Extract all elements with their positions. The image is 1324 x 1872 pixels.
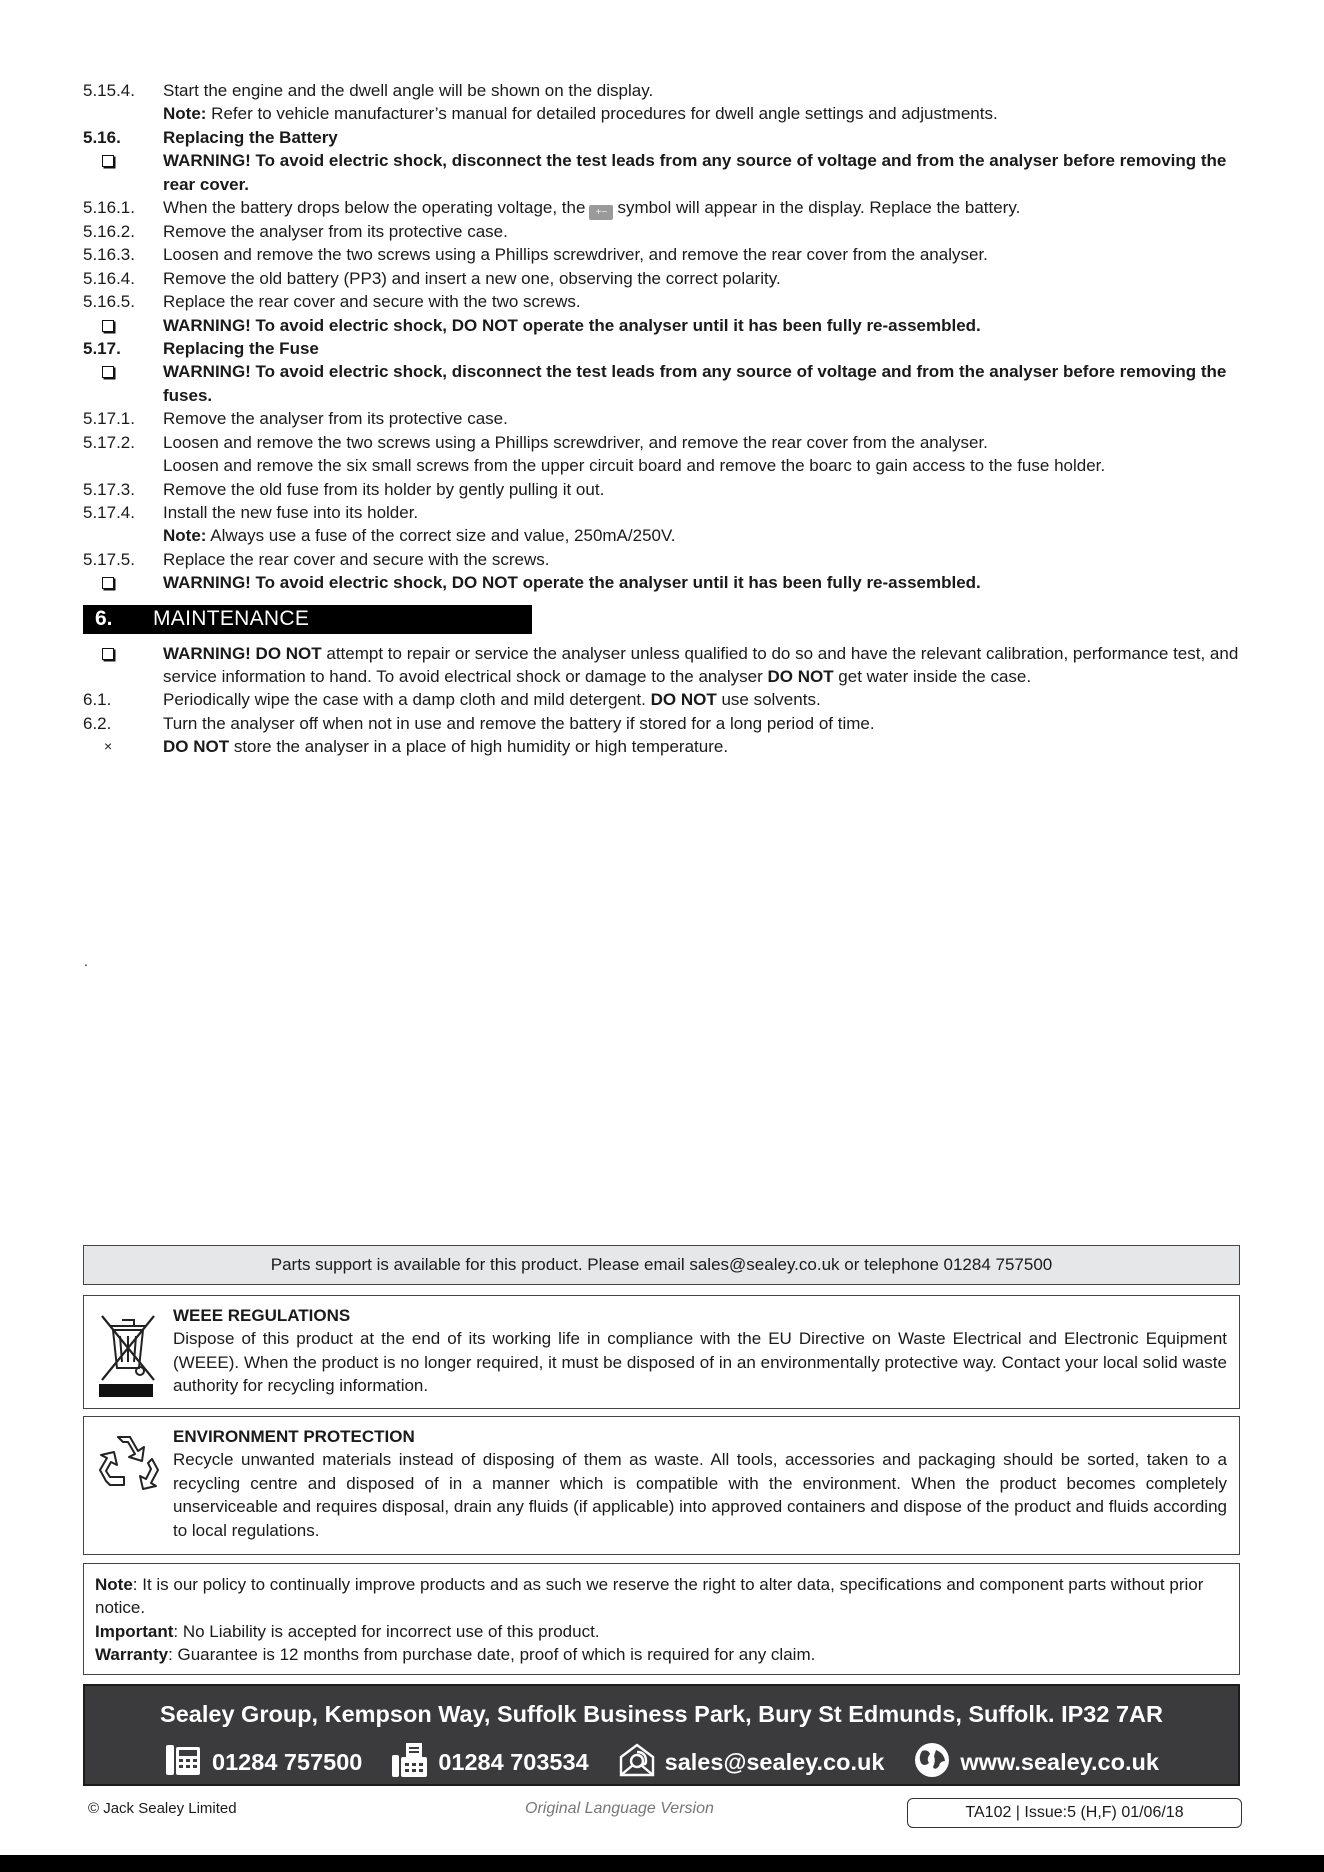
section-number: 5.17. <box>83 339 121 359</box>
globe-icon <box>912 1741 952 1783</box>
phone-number: 01284 757500 <box>212 1748 363 1775</box>
step-6-2 <box>83 712 1243 735</box>
step-number: 5.16.3. <box>83 245 135 265</box>
website-url: www.sealey.co.uk <box>960 1748 1159 1775</box>
step-text: Remove the old battery (PP3) and insert a new one, observing the correct polarity. <box>163 268 781 288</box>
recycle-icon <box>96 1429 162 1501</box>
parts-support-banner: Parts support is available for this product. Please email sales@sealey.co.uk or telephone 01284 757500 <box>83 1245 1240 1285</box>
warning-5-16 <box>83 149 1243 196</box>
step-number: 5.17.4. <box>83 502 135 522</box>
step-6-1 <box>83 688 1243 711</box>
section-title: Replacing the Battery <box>163 127 338 147</box>
warning-emphasis: DO NOT <box>767 666 834 686</box>
section-number: 5.16. <box>83 127 121 147</box>
step-number: 5.17.5. <box>83 549 135 569</box>
note-5-17-4 <box>83 524 1243 547</box>
step-number: 5.16.1. <box>83 198 135 218</box>
note-text: Always use a fuse of the correct size and value, 250mA/250V. <box>206 526 676 546</box>
step-emphasis: DO NOT <box>163 737 230 757</box>
notes-panel <box>83 1563 1240 1675</box>
note-text: Refer to vehicle manufacturer’s manual for detailed procedures for dwell angle settings and adjustments. <box>206 104 998 124</box>
step-text: Replace the rear cover and secure with the two screws. <box>163 292 581 312</box>
step-text: store the analyser in a place of high humidity or high temperature. <box>229 737 729 757</box>
checkbox-bullet-icon <box>102 320 114 332</box>
warning-5-17 <box>83 360 1243 407</box>
step-number: 5.17.3. <box>83 479 135 499</box>
section-title: Replacing the Fuse <box>163 339 319 359</box>
step-5-15-4 <box>83 79 1243 102</box>
step-number: 5.15.4. <box>83 81 135 100</box>
step-number: 6.1. <box>83 690 112 710</box>
contact-row <box>85 1741 1238 1783</box>
maintenance-warning <box>83 642 1243 689</box>
step-text: Loosen and remove the two screws using a Phillips screwdriver, and remove the rear cover from the analyser. <box>163 245 988 265</box>
weee-panel <box>83 1295 1240 1409</box>
copyright: © Jack Sealey Limited <box>88 1800 237 1817</box>
fax-number: 01284 703534 <box>438 1748 589 1775</box>
phone-icon <box>164 1741 204 1783</box>
step-5-17-4 <box>83 501 1243 524</box>
note-5-15-4 <box>83 102 1243 125</box>
step-5-17-3 <box>83 478 1243 501</box>
contact-email <box>617 1741 885 1783</box>
page-bottom-bar <box>0 1855 1324 1872</box>
step-text: Remove the analyser from its protective case. <box>163 409 508 429</box>
section-number: 6. <box>95 607 113 631</box>
step-text-cont: symbol will appear in the display. Replace the battery. <box>617 198 1021 218</box>
note-label: Note: <box>163 526 207 546</box>
warning-text: WARNING! To avoid electric shock, disconnect the test leads from any source of voltage and from the analyser before removing the fuses. <box>163 362 1227 405</box>
company-address-banner <box>83 1684 1240 1786</box>
step-5-17-5 <box>83 548 1243 571</box>
step-text: Turn the analyser off when not in use and remove the battery if stored for a long period of time. <box>163 713 875 733</box>
step-emphasis: DO NOT <box>650 690 717 710</box>
weee-text: Dispose of this product at the end of its working life in compliance with the EU Directive on Waste Electrical and Electronic Equipment (WEEE). When the product is no longer required, it must be disposed of in an environmentally protective way. Contact your local solid waste authority for recycling information. <box>173 1329 1227 1396</box>
checkbox-bullet-icon <box>102 648 114 660</box>
heading-5-16 <box>83 126 1243 149</box>
important-line <box>95 1620 1228 1643</box>
step-5-16-4 <box>83 267 1243 290</box>
step-number: 5.17.1. <box>83 409 135 429</box>
email-address: sales@sealey.co.uk <box>664 1748 885 1775</box>
checkbox-bullet-icon <box>102 366 114 378</box>
step-5-16-3 <box>83 243 1243 266</box>
step-number: 5.16.2. <box>83 222 135 242</box>
crossed-bin-icon <box>96 1308 160 1404</box>
warning-text: WARNING! To avoid electric shock, DO NOT operate the analyser until it has been fully re-assembled. <box>163 315 981 335</box>
checkbox-bullet-icon <box>102 577 114 589</box>
warning-label: WARNING! DO NOT <box>163 643 322 663</box>
company-address: Sealey Group, Kempson Way, Suffolk Business Park, Bury St Edmunds, Suffolk. IP32 7AR <box>160 1701 1163 1727</box>
fax-icon <box>390 1741 430 1783</box>
heading-5-17 <box>83 337 1243 360</box>
email-icon <box>617 1741 657 1783</box>
step-number: 5.16.5. <box>83 292 135 312</box>
warranty-line <box>95 1643 1228 1666</box>
environment-text: Recycle unwanted materials instead of disposing of them as waste. All tools, accessories and packaging should be sorted, taken to a recycling centre and disposed of in a manner which is compatible with the environment. When the product becomes completely unserviceable and requires disposal, drain any fluids (if applicable) into approved containers and dispose of the product and fluids according to local regulations. <box>173 1450 1227 1540</box>
step-5-16-5 <box>83 290 1243 313</box>
warning-5-17-5 <box>83 571 1243 594</box>
stray-dot: . <box>84 953 88 969</box>
note-label: Note: <box>163 104 207 124</box>
step-text: Install the new fuse into its holder. <box>163 502 419 522</box>
warning-text: attempt to repair or service the analyser unless qualified to do so and have the relevant calibration, performance test, and service information to hand. To avoid electrical shock or damage to the analyser <box>163 643 1239 686</box>
warranty-text: : Guarantee is 12 months from purchase date, proof of which is required for any claim. <box>168 1645 816 1665</box>
step-5-17-1 <box>83 407 1243 430</box>
checkbox-bullet-icon <box>102 155 114 167</box>
step-5-17-2 <box>83 431 1243 454</box>
note-line <box>95 1573 1228 1620</box>
document-reference: TA102 | Issue:5 (H,F) 01/06/18 <box>907 1798 1242 1828</box>
contact-fax <box>390 1741 588 1783</box>
note-label: Note <box>95 1575 133 1594</box>
instructions-body <box>83 79 1243 759</box>
warranty-label: Warranty <box>95 1645 169 1665</box>
section-header-maintenance <box>83 605 532 634</box>
section-title: MAINTENANCE <box>153 607 310 631</box>
step-do-not <box>83 735 1243 758</box>
warning-5-16-5 <box>83 314 1243 337</box>
step-number: 6.2. <box>83 713 112 733</box>
important-label: Important <box>95 1621 174 1641</box>
warning-text: WARNING! To avoid electric shock, DO NOT operate the analyser until it has been fully re-assembled. <box>163 573 981 593</box>
weee-title: WEEE REGULATIONS <box>173 1306 351 1325</box>
important-text: : No Liability is accepted for incorrect use of this product. <box>173 1621 600 1641</box>
warning-text-end: get water inside the case. <box>833 666 1032 686</box>
step-5-17-2-cont: Loosen and remove the six small screws from the upper circuit board and remove the boarc to gain access to the fuse holder. <box>163 456 1106 476</box>
step-5-16-2 <box>83 220 1243 243</box>
cross-bullet-icon: × <box>104 738 113 755</box>
step-text-end: use solvents. <box>716 690 821 710</box>
contact-phone <box>164 1741 362 1783</box>
step-text: Remove the old fuse from its holder by gently pulling it out. <box>163 479 605 499</box>
step-text: Replace the rear cover and secure with the screws. <box>163 549 550 569</box>
step-text: When the battery drops below the operating voltage, the <box>163 198 586 218</box>
step-text: Loosen and remove the two screws using a Phillips screwdriver, and remove the rear cover from the analyser. <box>163 432 988 452</box>
step-number: 5.17.2. <box>83 432 135 452</box>
warning-text: WARNING! To avoid electric shock, disconnect the test leads from any source of voltage and from the analyser before removing the rear cover. <box>163 151 1227 194</box>
environment-title: ENVIRONMENT PROTECTION <box>173 1427 415 1446</box>
battery-icon: +− <box>589 205 613 220</box>
step-number: 5.16.4. <box>83 268 135 288</box>
language-version: Original Language Version <box>525 1800 714 1817</box>
contact-web <box>912 1741 1159 1783</box>
step-text: Remove the analyser from its protective case. <box>163 222 508 242</box>
step-text: Start the engine and the dwell angle will be shown on the display. <box>163 81 654 100</box>
note-text: : It is our policy to continually improve products and as such we reserve the right to alter data, specifications and component parts without prior notice. <box>95 1575 1204 1618</box>
environment-panel <box>83 1416 1240 1555</box>
step-5-16-1 <box>83 196 1243 220</box>
step-text: Periodically wipe the case with a damp cloth and mild detergent. <box>163 690 651 710</box>
